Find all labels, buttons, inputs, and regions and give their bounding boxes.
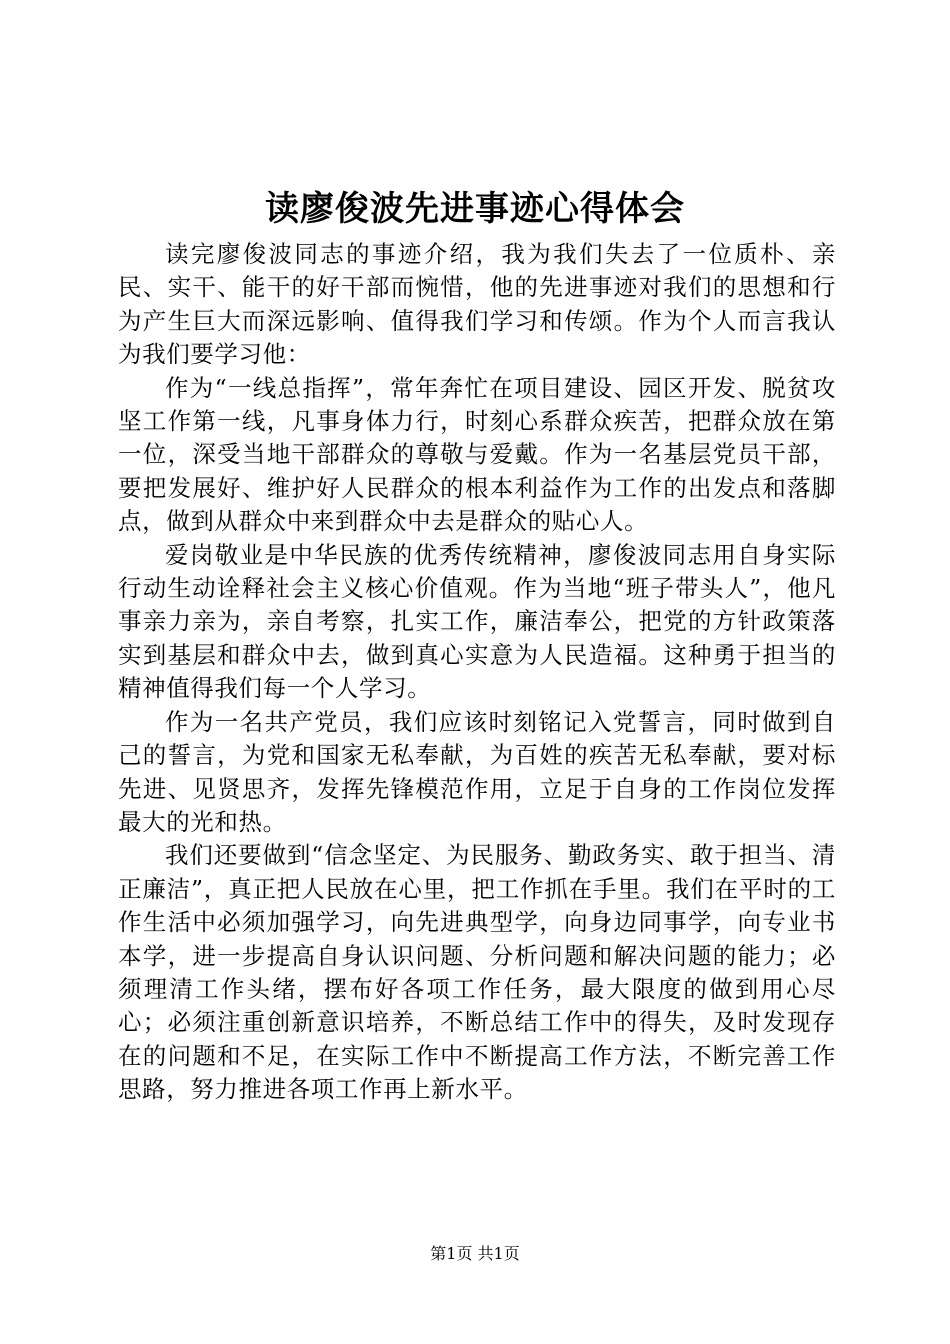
paragraph-3: 爱岗敬业是中华民族的优秀传统精神，廖俊波同志用自身实际行动生动诠释社会主义核心价值观。作为当地“班子带头人”，他凡事亲力亲为，亲自考察，扎实工作，廉洁奉公，把党的方针政策落实到基层和群众中去，做到真心实意为人民造福。这种勇于担当的精神值得我们每一个人学习。 [118, 540, 836, 703]
paragraph-1: 读完廖俊波同志的事迹介绍，我为我们失去了一位质朴、亲民、实干、能干的好干部而惋惜，他的先进事迹对我们的思想和行为产生巨大而深远影响、值得我们学习和传颂。作为个人而言我认为我们要学习他： [118, 240, 836, 369]
document-title: 读廖俊波先进事迹心得体会 [265, 189, 685, 229]
document-body [118, 238, 836, 1107]
paragraph-2: 作为“一线总指挥”，常年奔忙在项目建设、园区开发、脱贫攻坚工作第一线，凡事身体力行，时刻心系群众疾苦，把群众放在第一位，深受当地干部群众的尊敬与爱戴。作为一名基层党员干部，要把发展好、维护好人民群众的根本利益作为工作的出发点和落脚点，做到从群众中来到群众中去是群众的贴心人。 [118, 373, 836, 536]
page-footer: 第1页 共1页 [430, 1244, 520, 1263]
paragraph-5: 我们还要做到“信念坚定、为民服务、勤政务实、敢于担当、清正廉洁”，真正把人民放在心里，把工作抓在手里。我们在平时的工作生活中必须加强学习，向先进典型学，向身边同事学，向专业书本学，进一步提高自身认识问题、分析问题和解决问题的能力；必须理清工作头绪，摆布好各项工作任务，最大限度的做到用心尽心；必须注重创新意识培养，不断总结工作中的得失，及时发现存在的问题和不足，在实际工作中不断提高工作方法，不断完善工作思路，努力推进各项工作再上新水平。 [118, 841, 836, 1104]
paragraph-4: 作为一名共产党员，我们应该时刻铭记入党誓言，同时做到自己的誓言，为党和国家无私奉献，为百姓的疾苦无私奉献，要对标先进、见贤思齐，发挥先锋模范作用，立足于自身的工作岗位发挥最大的光和热。 [118, 707, 836, 836]
